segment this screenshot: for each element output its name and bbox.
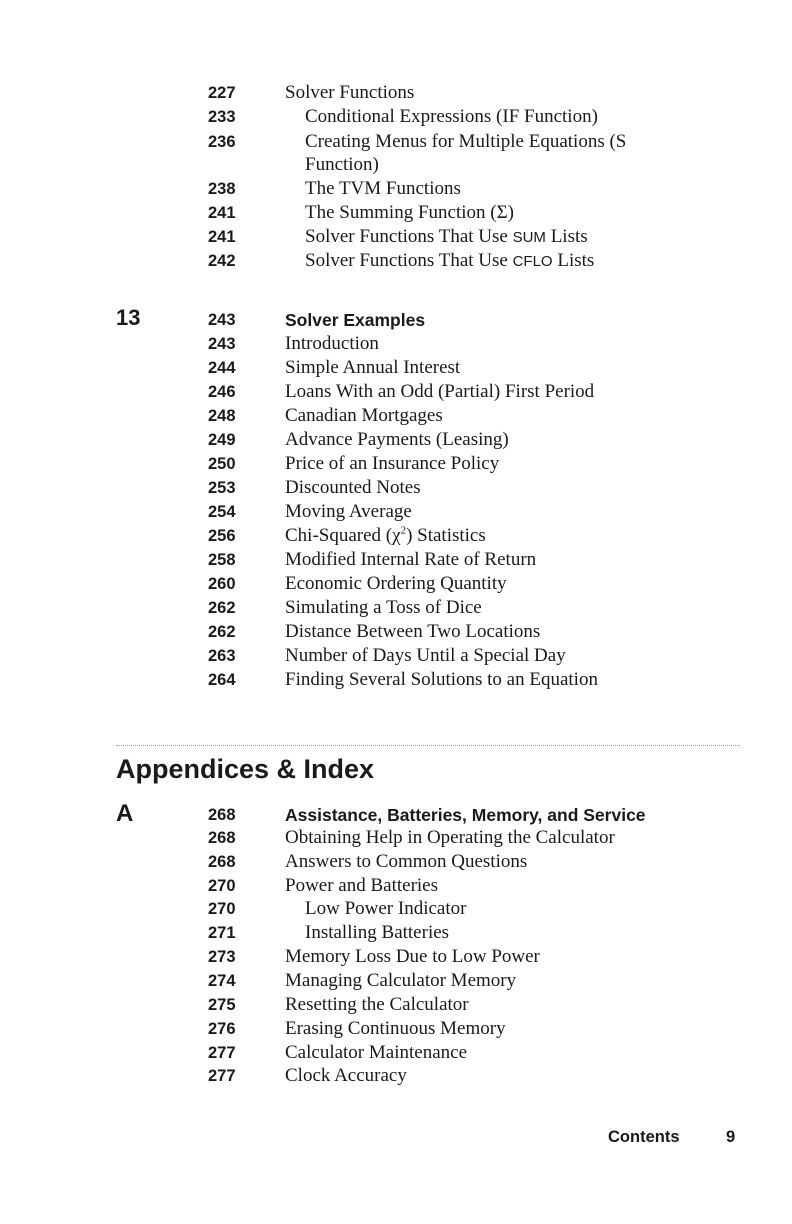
entry-title: Simple Annual Interest (285, 357, 461, 378)
chapter-number: 13 (116, 305, 141, 330)
entry-title: Chi-Squared $(\chi^2)$ Statistics (285, 524, 486, 546)
page-number: 236 (208, 133, 236, 151)
entry-title: The Summing Function (Σ) (305, 202, 514, 223)
chapter-title: Solver Examples (285, 310, 426, 330)
page-number: 273 (208, 948, 236, 966)
page-number: 250 (208, 455, 236, 473)
entry-title: Solver Functions (285, 82, 415, 103)
page-number: 277 (208, 1067, 236, 1085)
page-number: 242 (208, 252, 236, 270)
page-number: 238 (208, 180, 236, 198)
entry-title: Price of an Insurance Policy (285, 453, 500, 474)
key-label: CFLO (512, 253, 553, 270)
page-number: 276 (208, 1020, 236, 1038)
footer-page-number: 9 (726, 1128, 736, 1146)
entry-title: Introduction (285, 333, 379, 354)
page-number: 248 (208, 407, 236, 425)
page-number: 270 (208, 900, 236, 918)
page-number: 233 (208, 108, 236, 126)
page-number: 254 (208, 503, 236, 521)
entry-title: Advance Payments (Leasing) (285, 429, 509, 450)
page-number: 253 (208, 479, 236, 497)
entry-title: Obtaining Help in Operating the Calculator (285, 827, 615, 848)
section-title: Appendices & Index (116, 754, 375, 784)
entry-title: Finding Several Solutions to an Equation (285, 669, 598, 690)
entry-title: Function) (305, 154, 379, 175)
entry-title: Moving Average (285, 501, 412, 522)
entry-title: Erasing Continuous Memory (285, 1018, 506, 1039)
page-number: 241 (208, 204, 236, 222)
page-number: 264 (208, 671, 236, 689)
entry-title: Managing Calculator Memory (285, 970, 517, 991)
page-number: 241 (208, 228, 236, 246)
entry-title: Loans With an Odd (Partial) First Period (285, 381, 595, 402)
entry-title: Number of Days Until a Special Day (285, 645, 566, 666)
entry-title: Low Power Indicator (305, 898, 467, 919)
page-number: 274 (208, 972, 236, 990)
page-number: 262 (208, 599, 236, 617)
page-number: 258 (208, 551, 236, 569)
entry-title: The TVM Functions (305, 178, 461, 199)
page-number: 277 (208, 1044, 236, 1062)
page-number: 268 (208, 806, 236, 824)
entry-title: Modified Internal Rate of Return (285, 549, 537, 570)
page-number: 243 (208, 311, 236, 329)
entry-title: Clock Accuracy (285, 1065, 407, 1086)
superscript: 2 (400, 524, 407, 537)
page-number: 268 (208, 829, 236, 847)
entry-title: Canadian Mortgages (285, 405, 443, 426)
entry-title: Discounted Notes (285, 477, 421, 498)
section-divider (116, 745, 740, 746)
page-number: 268 (208, 853, 236, 871)
entry-title: Resetting the Calculator (285, 994, 469, 1015)
entry-title: Memory Loss Due to Low Power (285, 946, 540, 967)
page-number: 246 (208, 383, 236, 401)
key-label: SUM (512, 229, 546, 246)
page-number: 263 (208, 647, 236, 665)
page-number: 271 (208, 924, 236, 942)
entry-title: Answers to Common Questions (285, 851, 528, 872)
entry-title: Installing Batteries (305, 922, 450, 943)
footer-label: Contents (608, 1128, 680, 1146)
entry-title: Distance Between Two Locations (285, 621, 541, 642)
page-number: 227 (208, 84, 236, 102)
appendix-letter: A (116, 800, 134, 827)
page-number: 270 (208, 877, 236, 895)
page-number: 244 (208, 359, 236, 377)
entry-title: Solver Functions That Use CFLO Lists (305, 250, 595, 271)
entry-title: Power and Batteries (285, 875, 439, 896)
entry-title: Simulating a Toss of Dice (285, 597, 482, 618)
page-number: 262 (208, 623, 236, 641)
entry-title: Economic Ordering Quantity (285, 573, 507, 594)
page-number: 275 (208, 996, 236, 1014)
page-number: 256 (208, 527, 236, 545)
entry-title: Creating Menus for Multiple Equations (S (305, 131, 627, 152)
page-number: 243 (208, 335, 236, 353)
entry-title: Solver Functions That Use SUM Lists (305, 226, 588, 247)
page-number: 249 (208, 431, 236, 449)
appendix-title: Assistance, Batteries, Memory, and Service (285, 805, 646, 825)
entry-title: Calculator Maintenance (285, 1042, 468, 1063)
page-number: 260 (208, 575, 236, 593)
entry-title: Conditional Expressions (IF Function) (305, 106, 598, 127)
